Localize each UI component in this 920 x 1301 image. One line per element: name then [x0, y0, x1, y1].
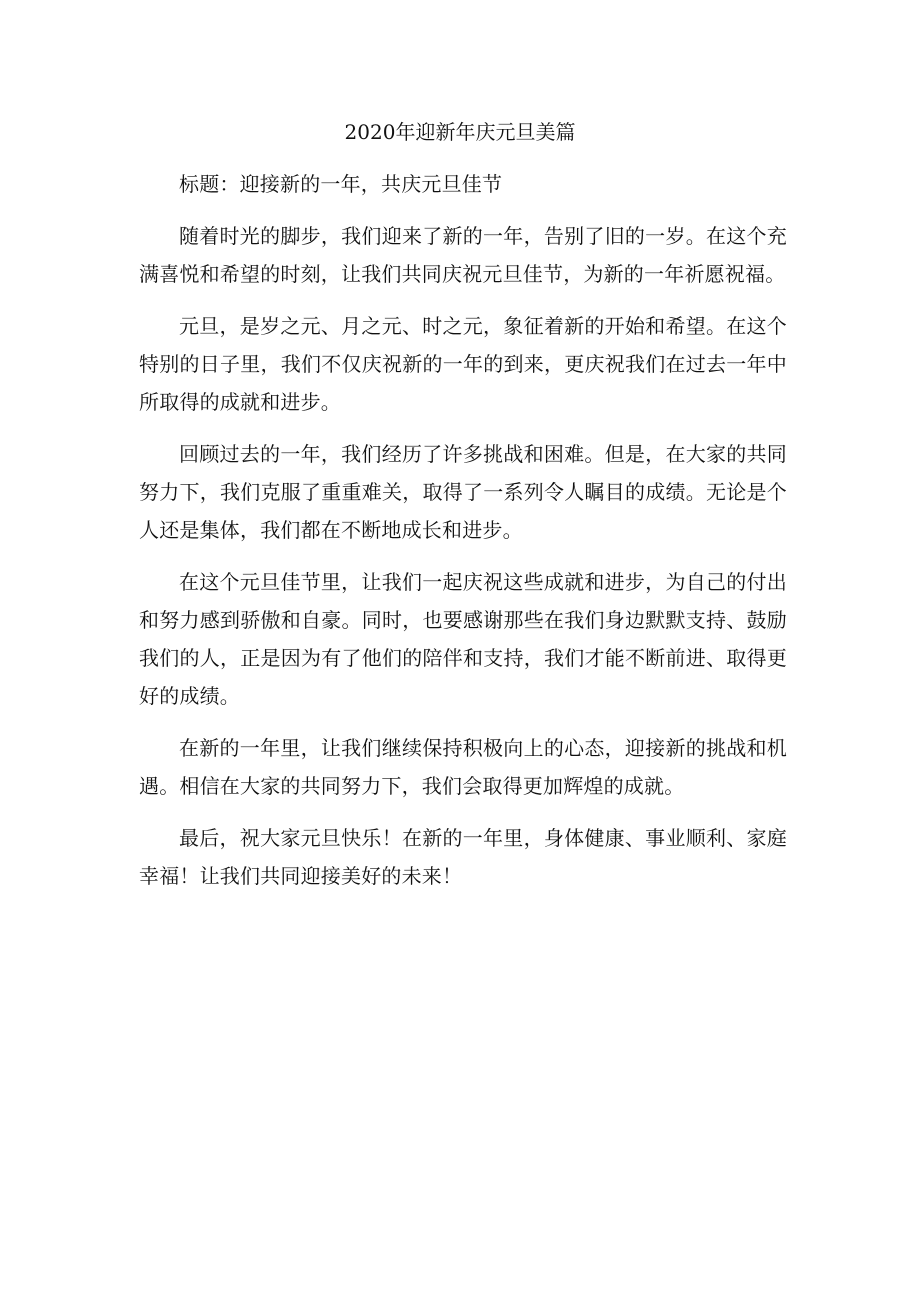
paragraph: 元旦，是岁之元、月之元、时之元，象征着新的开始和希望。在这个特别的日子里，我们不仅庆祝新的一年的到来，更庆祝我们在过去一年中所取得的成就和进步。: [139, 314, 787, 414]
paragraph: 回顾过去的一年，我们经历了许多挑战和困难。但是，在大家的共同努力下，我们克服了重重难关，取得了一系列令人瞩目的成绩。无论是个人还是集体，我们都在不断地成长和进步。: [139, 442, 787, 542]
document-title: 2020年迎新年庆元旦美篇: [344, 120, 576, 144]
paragraph: 最后，祝大家元旦快乐！在新的一年里，身体健康、事业顺利、家庭幸福！让我们共同迎接美好的未来！: [139, 826, 787, 888]
paragraph: 在新的一年里，让我们继续保持积极向上的心态，迎接新的挑战和机遇。相信在大家的共同努力下，我们会取得更加辉煌的成就。: [139, 736, 787, 798]
document-body: [139, 165, 787, 909]
paragraph: 随着时光的脚步，我们迎来了新的一年，告别了旧的一岁。在这个充满喜悦和希望的时刻，让我们共同庆祝元旦佳节，为新的一年祈愿祝福。: [139, 224, 787, 286]
paragraph-subtitle: 标题：迎接新的一年，共庆元旦佳节: [179, 172, 503, 196]
paragraph: 在这个元旦佳节里，让我们一起庆祝这些成就和进步，为自己的付出和努力感到骄傲和自豪。同时，也要感谢那些在我们身边默默支持、鼓励我们的人，正是因为有了他们的陪伴和支持，我们才能不断前进、取得更好的成绩。: [139, 570, 787, 708]
